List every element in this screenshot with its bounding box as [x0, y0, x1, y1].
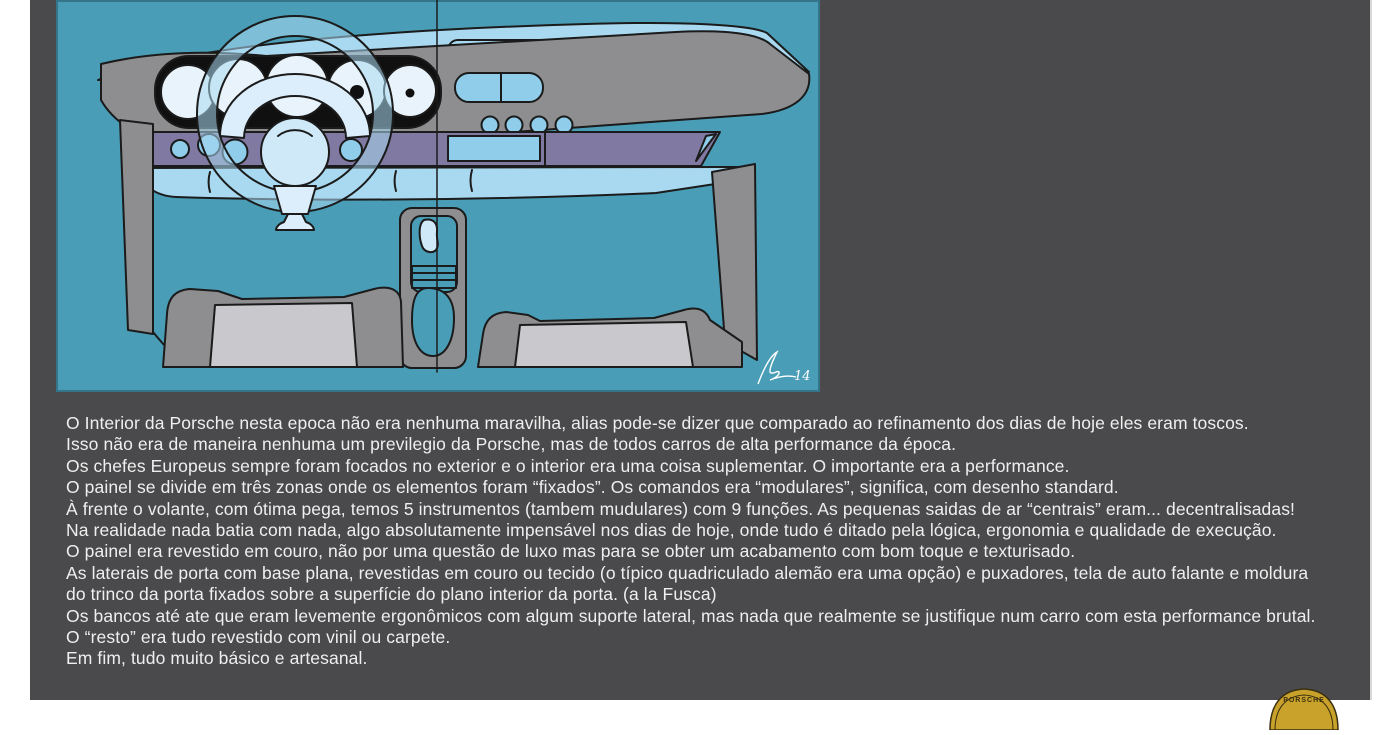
gear-boot — [412, 288, 454, 356]
text-line: O painel era revestido em couro, não por uma questão de luxo mas para se obter um acabamento com bom toque e texturisado. — [66, 541, 1076, 562]
dashboard-illustration — [56, 0, 820, 392]
text-line: Na realidade nada batia com nada, algo absolutamente impensável nos dias de hoje, onde tudo é ditado pela lógica, ergonomia e qualidade de execução. — [66, 520, 1277, 541]
steering-column — [274, 186, 316, 214]
steering-hub — [261, 118, 329, 186]
text-line: O “resto” era tudo revestido com vinil ou carpete. — [66, 627, 451, 648]
gauge-5-needle-hub — [406, 89, 415, 98]
text-line: Em fim, tudo muito básico e artesanal. — [66, 648, 368, 669]
round-vent-3 — [531, 117, 548, 134]
round-vent-2 — [506, 117, 523, 134]
text-line: À frente o volante, com ótima pega, temos 5 instrumentos (tambem mudulares) com 9 funções. As pequenas saidas de ar “centrais” eram... decentralisadas! — [66, 498, 1296, 519]
crest-label: PORSCHE — [1283, 697, 1325, 704]
left-seat-cushion — [210, 303, 357, 367]
gear-knob — [420, 220, 438, 253]
content-panel — [30, 0, 1372, 700]
round-vent-1 — [482, 117, 499, 134]
round-vent-4 — [556, 117, 573, 134]
signature-year: 14 — [794, 369, 811, 384]
side-vent — [455, 73, 543, 102]
porsche-crest-logo — [1268, 686, 1340, 730]
article-text — [66, 413, 1315, 670]
text-line: As laterais de porta com base plana, revestidas em couro ou tecido (o típico quadriculado alemão era uma opção) e puxadores, tela de auto falante e moldura — [66, 562, 1309, 583]
right-seat-cushion — [515, 322, 693, 367]
radio-slot — [448, 136, 540, 161]
text-line: O Interior da Porsche nesta epoca não era nenhuma maravilha, alias pode-se dizer que comparado ao refinamento dos dias de hoje eles eram toscos. — [66, 413, 1249, 433]
text-line: Isso não era de maneira nenhuma um previlegio da Porsche, mas de todos carros de alta performance da época. — [66, 434, 957, 455]
text-line: Os bancos até ate que eram levemente ergonômicos com algum suporte lateral, mas nada que realmente se justifique num carro com esta performance brutal. — [66, 605, 1316, 626]
text-line: O painel se divide em três zonas onde os elementos foram “fixados”. Os comandos era “modulares”, significa, com desenho standard. — [66, 477, 1119, 498]
text-line: Os chefes Europeus sempre foram focados no exterior e o interior era uma coisa suplementar. O importante era a performance. — [66, 455, 1070, 476]
dashboard-sketch-svg — [56, 0, 820, 392]
knob-1 — [171, 140, 189, 158]
text-line: do trinco da porta fixados sobre a superfície do plano interior da porta. (a la Fusca) — [66, 584, 717, 605]
